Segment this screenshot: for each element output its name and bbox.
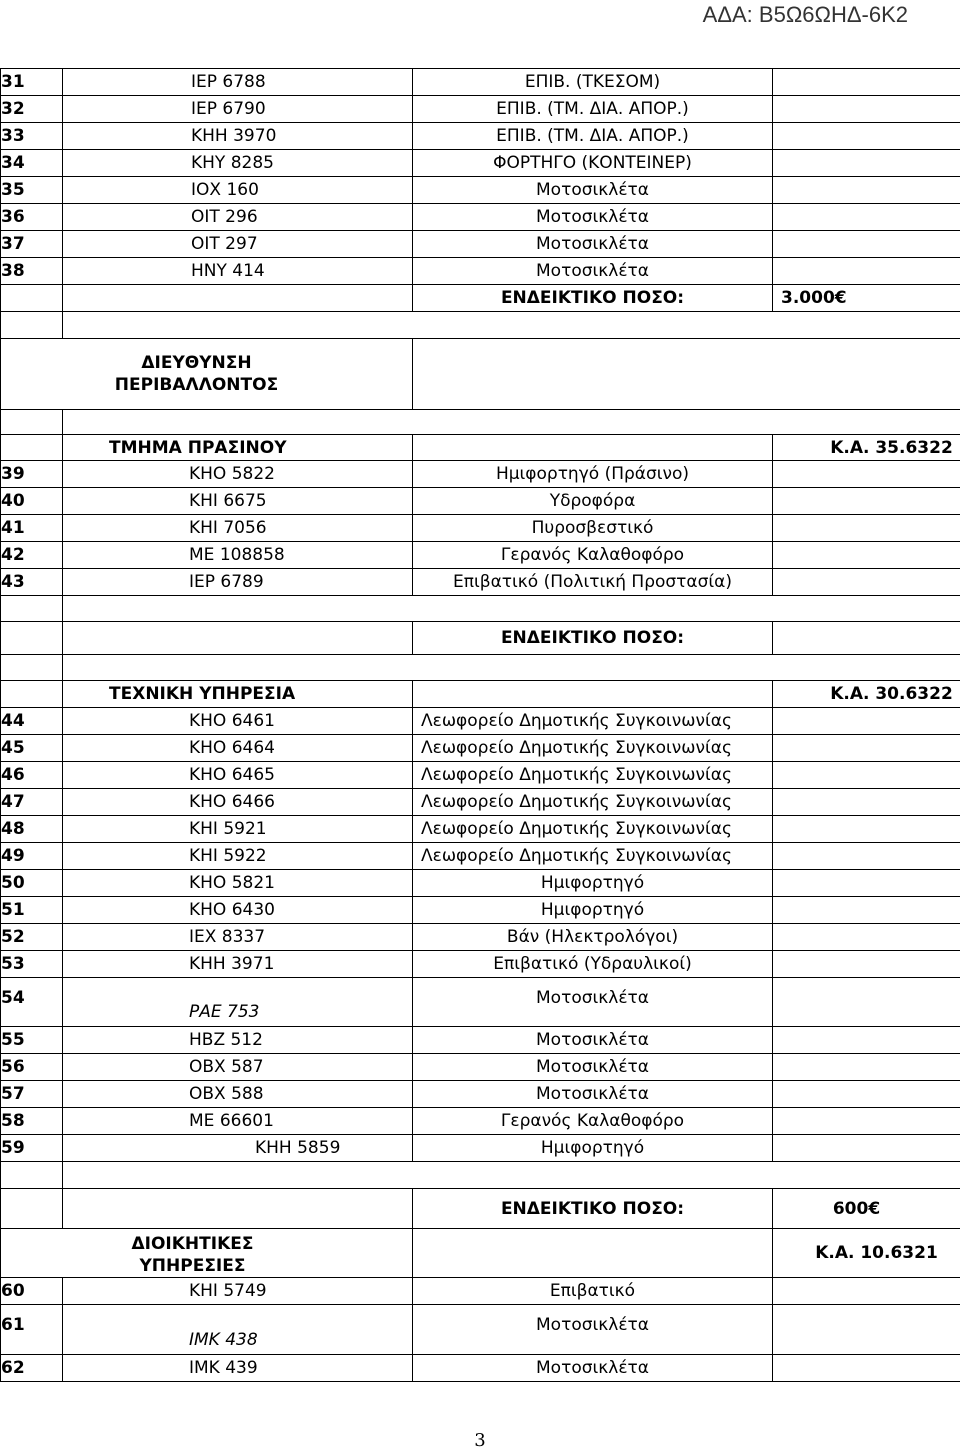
vehicle-type: Λεωφορείο Δημοτικής Συγκοινωνίας bbox=[413, 762, 773, 789]
vehicle-row bbox=[1, 1135, 960, 1162]
total-label: ΕΝΔΕΙΚΤΙΚΟ ΠΟΣΟ: bbox=[413, 285, 773, 312]
vehicle-row bbox=[1, 569, 960, 596]
plate-number: ΜΕ 66601 bbox=[189, 1111, 274, 1131]
total-value: 600€ bbox=[773, 1189, 960, 1229]
row-number: 31 bbox=[1, 69, 63, 96]
vehicle-type: Λεωφορείο Δημοτικής Συγκοινωνίας bbox=[413, 816, 773, 843]
row-number: 39 bbox=[1, 461, 63, 488]
row-number: 57 bbox=[1, 1081, 63, 1108]
empty-cell bbox=[63, 285, 413, 312]
row-number: 48 bbox=[1, 816, 63, 843]
row-number: 43 bbox=[1, 569, 63, 596]
vehicle-type: Ημιφορτηγό bbox=[413, 1135, 773, 1162]
row-number: 49 bbox=[1, 843, 63, 870]
section-title-line2: ΠΕΡΙΒΑΛΛΟΝΤΟΣ bbox=[114, 375, 279, 395]
vehicle-type: ΕΠΙΒ. (ΤΜ. ΔΙΑ. ΑΠΟΡ.) bbox=[413, 123, 773, 150]
vehicle-type: Μοτοσικλέτα bbox=[413, 978, 773, 1027]
empty-cell bbox=[773, 69, 960, 96]
empty-cell bbox=[773, 96, 960, 123]
plate-number: ΚΗΗ 3970 bbox=[191, 126, 277, 146]
plate-number: ΚΗΟ 5821 bbox=[189, 873, 275, 893]
section-title: ΤΜΗΜΑ ΠΡΑΣΙΝΟΥ bbox=[63, 435, 413, 461]
vehicle-row bbox=[1, 488, 960, 515]
plate-cell bbox=[63, 762, 413, 789]
row-number: 59 bbox=[1, 1135, 63, 1162]
vehicle-row bbox=[1, 897, 960, 924]
vehicle-row bbox=[1, 789, 960, 816]
row-number: 58 bbox=[1, 1108, 63, 1135]
empty-cell bbox=[773, 1355, 960, 1382]
empty-cell bbox=[413, 339, 960, 410]
vehicle-row bbox=[1, 123, 960, 150]
plate-number: ΚΗΙ 5921 bbox=[189, 819, 267, 839]
empty-cell bbox=[773, 843, 960, 870]
row-number: 60 bbox=[1, 1278, 63, 1305]
vehicle-type: Μοτοσικλέτα bbox=[413, 1081, 773, 1108]
empty-cell bbox=[1, 410, 63, 435]
row-number: 42 bbox=[1, 542, 63, 569]
plate-cell bbox=[63, 708, 413, 735]
total-row bbox=[1, 1189, 960, 1229]
plate-cell bbox=[63, 870, 413, 897]
section-row bbox=[1, 681, 960, 708]
plate-cell bbox=[63, 789, 413, 816]
vehicle-row bbox=[1, 735, 960, 762]
plate-cell bbox=[63, 1278, 413, 1305]
plate-cell bbox=[63, 69, 413, 96]
plate-cell bbox=[63, 978, 413, 1027]
vehicle-row bbox=[1, 978, 960, 1027]
empty-cell bbox=[773, 816, 960, 843]
plate-number: ΚΗΟ 5822 bbox=[189, 464, 275, 484]
vehicle-row bbox=[1, 1355, 960, 1382]
budget-code: Κ.Α. 35.6322 bbox=[773, 435, 960, 461]
plate-cell bbox=[63, 150, 413, 177]
vehicle-type: Λεωφορείο Δημοτικής Συγκοινωνίας bbox=[413, 708, 773, 735]
plate-number: ΙΜΚ 439 bbox=[189, 1358, 258, 1378]
spacer-row bbox=[1, 312, 960, 339]
budget-code: Κ.Α. 30.6322 bbox=[773, 681, 960, 708]
plate-number: ΚΗΟ 6464 bbox=[189, 738, 275, 758]
empty-cell bbox=[63, 410, 960, 435]
plate-cell bbox=[63, 1135, 413, 1162]
total-label: ΕΝΔΕΙΚΤΙΚΟ ΠΟΣΟ: bbox=[413, 1189, 773, 1229]
empty-cell bbox=[1, 655, 63, 681]
plate-number: ΟΙΤ 296 bbox=[191, 207, 258, 227]
vehicle-type: Λεωφορείο Δημοτικής Συγκοινωνίας bbox=[413, 735, 773, 762]
empty-cell bbox=[773, 258, 960, 285]
vehicle-type: Μοτοσικλέτα bbox=[413, 1054, 773, 1081]
vehicle-type: Βάν (Ηλεκτρολόγοι) bbox=[413, 924, 773, 951]
vehicle-row bbox=[1, 1054, 960, 1081]
plate-cell bbox=[63, 204, 413, 231]
empty-cell bbox=[773, 461, 960, 488]
vehicle-row bbox=[1, 1305, 960, 1355]
empty-cell bbox=[413, 1229, 773, 1278]
plate-cell bbox=[63, 1081, 413, 1108]
empty-cell bbox=[773, 515, 960, 542]
vehicle-type: Επιβατικό bbox=[413, 1278, 773, 1305]
plate-cell bbox=[63, 843, 413, 870]
plate-number: ΚΗΙ 5749 bbox=[189, 1281, 267, 1301]
plate-number: ΗΒΖ 512 bbox=[189, 1030, 263, 1050]
plate-number: ΟΒΧ 588 bbox=[189, 1084, 264, 1104]
row-number: 50 bbox=[1, 870, 63, 897]
empty-cell bbox=[63, 1189, 413, 1229]
section-title bbox=[1, 339, 413, 410]
plate-number: ΚΗΟ 6430 bbox=[189, 900, 275, 920]
empty-cell bbox=[773, 978, 960, 1027]
vehicle-row bbox=[1, 231, 960, 258]
plate-cell bbox=[63, 951, 413, 978]
vehicle-row bbox=[1, 951, 960, 978]
plate-number: ΚΗΟ 6466 bbox=[189, 792, 275, 812]
row-number: 53 bbox=[1, 951, 63, 978]
vehicle-row bbox=[1, 150, 960, 177]
vehicle-type: Ημιφορτηγό bbox=[413, 870, 773, 897]
vehicle-type: Μοτοσικλέτα bbox=[413, 204, 773, 231]
plate-number: ΜΕ 108858 bbox=[189, 545, 285, 565]
plate-number: ΡΑΕ 753 bbox=[189, 1002, 260, 1022]
section-title: ΤΕΧΝΙΚΗ ΥΠΗΡΕΣΙΑ bbox=[63, 681, 413, 708]
plate-number: ΚΗΗ 5859 bbox=[255, 1138, 341, 1158]
row-number: 51 bbox=[1, 897, 63, 924]
spacer-row bbox=[1, 1162, 960, 1189]
empty-cell bbox=[773, 231, 960, 258]
total-label: ΕΝΔΕΙΚΤΙΚΟ ΠΟΣΟ: bbox=[413, 622, 773, 655]
plate-cell bbox=[63, 924, 413, 951]
row-number: 47 bbox=[1, 789, 63, 816]
total-value: 3.000€ bbox=[773, 285, 960, 312]
empty-cell bbox=[773, 1305, 960, 1355]
row-number: 36 bbox=[1, 204, 63, 231]
plate-number: ΙΟΧ 160 bbox=[191, 180, 259, 200]
plate-cell bbox=[63, 735, 413, 762]
row-number: 61 bbox=[1, 1305, 63, 1355]
spacer-row bbox=[1, 655, 960, 681]
vehicle-row bbox=[1, 542, 960, 569]
plate-number: ΙΕΧ 8337 bbox=[189, 927, 266, 947]
vehicle-type: ΦΟΡΤΗΓΟ (ΚΟΝΤΕΙΝΕΡ) bbox=[413, 150, 773, 177]
vehicle-row bbox=[1, 69, 960, 96]
empty-cell bbox=[413, 435, 773, 461]
vehicle-row bbox=[1, 816, 960, 843]
section-title-line2: ΥΠΗΡΕΣΙΕΣ bbox=[139, 1256, 246, 1276]
plate-number: ΚΗΗ 3971 bbox=[189, 954, 275, 974]
vehicle-type: Πυροσβεστικό bbox=[413, 515, 773, 542]
vehicle-row bbox=[1, 1081, 960, 1108]
empty-cell bbox=[1, 596, 63, 622]
vehicle-type: Μοτοσικλέτα bbox=[413, 231, 773, 258]
empty-cell bbox=[773, 924, 960, 951]
plate-cell bbox=[63, 816, 413, 843]
vehicle-type: Μοτοσικλέτα bbox=[413, 1305, 773, 1355]
empty-cell bbox=[1, 622, 63, 655]
empty-cell bbox=[773, 542, 960, 569]
vehicle-type: Λεωφορείο Δημοτικής Συγκοινωνίας bbox=[413, 843, 773, 870]
vehicle-type: Μοτοσικλέτα bbox=[413, 177, 773, 204]
row-number: 35 bbox=[1, 177, 63, 204]
vehicle-type: ΕΠΙΒ. (ΤΜ. ΔΙΑ. ΑΠΟΡ.) bbox=[413, 96, 773, 123]
row-number: 41 bbox=[1, 515, 63, 542]
vehicle-row bbox=[1, 461, 960, 488]
vehicle-type: Επιβατικό (Πολιτική Προστασία) bbox=[413, 569, 773, 596]
plate-cell bbox=[63, 515, 413, 542]
page-number: 3 bbox=[474, 1430, 486, 1451]
vehicle-type: Γερανός Καλαθοφόρο bbox=[413, 1108, 773, 1135]
empty-cell bbox=[773, 789, 960, 816]
empty-cell bbox=[773, 951, 960, 978]
row-number: 44 bbox=[1, 708, 63, 735]
section-title bbox=[1, 1229, 413, 1278]
empty-cell bbox=[63, 622, 413, 655]
plate-number: ΙΕΡ 6789 bbox=[189, 572, 264, 592]
plate-number: ΟΒΧ 587 bbox=[189, 1057, 264, 1077]
row-number: 55 bbox=[1, 1027, 63, 1054]
empty-cell bbox=[773, 177, 960, 204]
document-code: ΑΔΑ: Β5Ω6ΩΗΔ-6Κ2 bbox=[702, 2, 908, 27]
row-number: 34 bbox=[1, 150, 63, 177]
vehicle-row bbox=[1, 1278, 960, 1305]
section-title-line1: ΔΙΕΥΘΥΝΣΗ bbox=[141, 353, 252, 373]
vehicle-row bbox=[1, 762, 960, 789]
vehicle-row bbox=[1, 258, 960, 285]
row-number: 52 bbox=[1, 924, 63, 951]
plate-cell bbox=[63, 258, 413, 285]
vehicle-type: Μοτοσικλέτα bbox=[413, 258, 773, 285]
section-row bbox=[1, 1229, 960, 1278]
empty-cell bbox=[773, 569, 960, 596]
empty-cell bbox=[413, 681, 773, 708]
empty-cell bbox=[773, 622, 960, 655]
empty-cell bbox=[773, 1081, 960, 1108]
empty-cell bbox=[773, 735, 960, 762]
vehicle-type: ΕΠΙΒ. (ΤΚΕΣΟΜ) bbox=[413, 69, 773, 96]
plate-cell bbox=[63, 488, 413, 515]
empty-cell bbox=[773, 1054, 960, 1081]
row-number: 45 bbox=[1, 735, 63, 762]
plate-cell bbox=[63, 1054, 413, 1081]
plate-number: ΙΕΡ 6790 bbox=[191, 99, 266, 119]
vehicle-type: Μοτοσικλέτα bbox=[413, 1027, 773, 1054]
empty-cell bbox=[773, 150, 960, 177]
row-number: 32 bbox=[1, 96, 63, 123]
plate-cell bbox=[63, 1355, 413, 1382]
vehicle-row bbox=[1, 1108, 960, 1135]
plate-cell bbox=[63, 1027, 413, 1054]
vehicle-row bbox=[1, 177, 960, 204]
plate-number: ΙΕΡ 6788 bbox=[191, 72, 266, 92]
empty-cell bbox=[1, 1162, 63, 1189]
plate-number: ΚΗΙ 7056 bbox=[189, 518, 267, 538]
empty-cell bbox=[63, 596, 960, 622]
section-title-line1: ΔΙΟΙΚΗΤΙΚΕΣ bbox=[131, 1234, 254, 1254]
row-number: 46 bbox=[1, 762, 63, 789]
row-number: 56 bbox=[1, 1054, 63, 1081]
vehicle-row bbox=[1, 870, 960, 897]
vehicle-row bbox=[1, 204, 960, 231]
empty-cell bbox=[773, 762, 960, 789]
section-row bbox=[1, 435, 960, 461]
vehicle-row bbox=[1, 924, 960, 951]
plate-cell bbox=[63, 123, 413, 150]
row-number: 38 bbox=[1, 258, 63, 285]
vehicle-type: Ημιφορτηγό (Πράσινο) bbox=[413, 461, 773, 488]
empty-cell bbox=[63, 1162, 960, 1189]
total-row bbox=[1, 622, 960, 655]
plate-cell bbox=[63, 897, 413, 924]
plate-number: ΚΗΟ 6465 bbox=[189, 765, 275, 785]
empty-cell bbox=[1, 285, 63, 312]
empty-cell bbox=[1, 681, 63, 708]
plate-cell bbox=[63, 569, 413, 596]
total-row bbox=[1, 285, 960, 312]
empty-cell bbox=[773, 708, 960, 735]
plate-number: ΟΙΤ 297 bbox=[191, 234, 258, 254]
plate-cell bbox=[63, 1108, 413, 1135]
empty-cell bbox=[1, 435, 63, 461]
vehicle-row bbox=[1, 515, 960, 542]
plate-number: ΚΗΟ 6461 bbox=[189, 711, 275, 731]
empty-cell bbox=[773, 123, 960, 150]
empty-cell bbox=[1, 312, 63, 339]
plate-cell bbox=[63, 542, 413, 569]
empty-cell bbox=[773, 1135, 960, 1162]
row-number: 37 bbox=[1, 231, 63, 258]
vehicle-type: Ημιφορτηγό bbox=[413, 897, 773, 924]
plate-cell bbox=[63, 1305, 413, 1355]
empty-cell bbox=[1, 1189, 63, 1229]
row-number: 40 bbox=[1, 488, 63, 515]
plate-cell bbox=[63, 461, 413, 488]
vehicle-type: Μοτοσικλέτα bbox=[413, 1355, 773, 1382]
empty-cell bbox=[773, 204, 960, 231]
vehicle-row bbox=[1, 96, 960, 123]
plate-cell bbox=[63, 177, 413, 204]
empty-cell bbox=[773, 1278, 960, 1305]
spacer-row bbox=[1, 410, 960, 435]
vehicle-row bbox=[1, 843, 960, 870]
row-number: 33 bbox=[1, 123, 63, 150]
plate-number: ΙΜΚ 438 bbox=[189, 1330, 258, 1350]
budget-code: Κ.Α. 10.6321 bbox=[773, 1229, 960, 1278]
row-number: 62 bbox=[1, 1355, 63, 1382]
spacer-row bbox=[1, 596, 960, 622]
plate-number: ΚΗΙ 5922 bbox=[189, 846, 267, 866]
empty-cell bbox=[773, 897, 960, 924]
vehicle-type: Γερανός Καλαθοφόρο bbox=[413, 542, 773, 569]
row-number: 54 bbox=[1, 978, 63, 1027]
empty-cell bbox=[773, 1027, 960, 1054]
empty-cell bbox=[63, 312, 960, 339]
empty-cell bbox=[63, 655, 960, 681]
vehicle-row bbox=[1, 708, 960, 735]
empty-cell bbox=[773, 488, 960, 515]
empty-cell bbox=[773, 870, 960, 897]
plate-number: ΗΝΥ 414 bbox=[191, 261, 265, 281]
vehicle-type: Επιβατικό (Υδραυλικοί) bbox=[413, 951, 773, 978]
vehicle-type: Λεωφορείο Δημοτικής Συγκοινωνίας bbox=[413, 789, 773, 816]
plate-number: ΚΗΥ 8285 bbox=[191, 153, 274, 173]
vehicle-table bbox=[0, 68, 960, 1382]
vehicle-row bbox=[1, 1027, 960, 1054]
plate-cell bbox=[63, 231, 413, 258]
section-row bbox=[1, 339, 960, 410]
empty-cell bbox=[773, 1108, 960, 1135]
plate-number: ΚΗΙ 6675 bbox=[189, 491, 267, 511]
plate-cell bbox=[63, 96, 413, 123]
vehicle-type: Υδροφόρα bbox=[413, 488, 773, 515]
